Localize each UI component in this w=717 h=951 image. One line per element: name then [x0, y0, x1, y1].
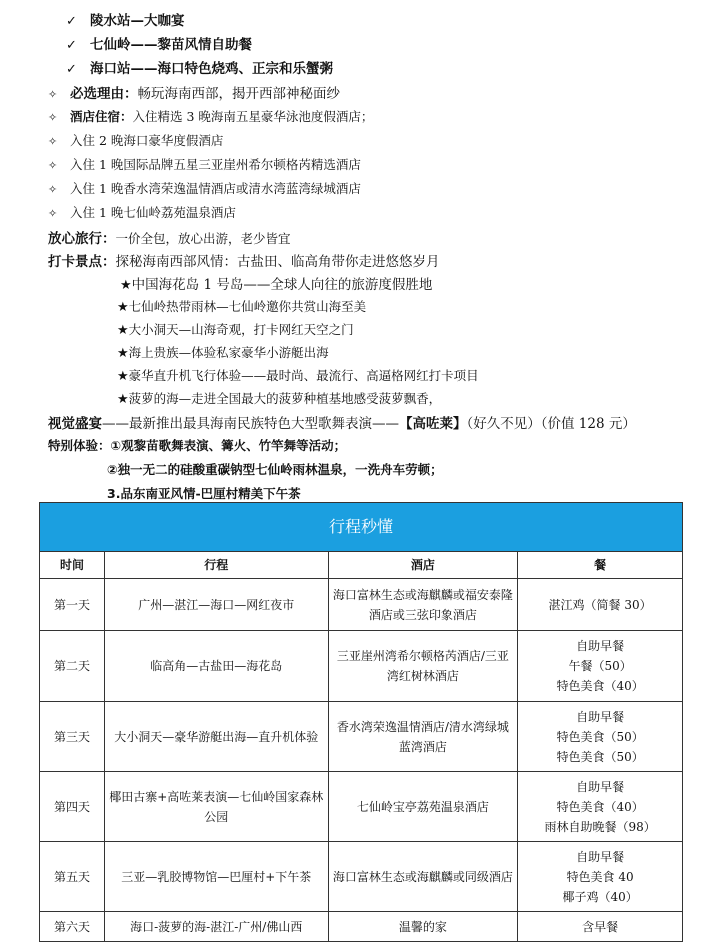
- checkmark-icon: ✓: [66, 38, 77, 53]
- column-header: 酒店: [328, 552, 518, 579]
- special-line-1: [48, 436, 346, 454]
- checkmark-icon: ✓: [66, 62, 77, 77]
- hotel-item-text: 入住 1 晚国际品牌五星三亚崖州希尔顿格芮精选酒店: [70, 157, 361, 172]
- hotel-cell: 三亚崖州湾希尔顿格芮酒店/三亚湾红树林酒店: [328, 631, 518, 702]
- table-row: [40, 912, 683, 942]
- meal-cell: [518, 631, 683, 702]
- day-cell: 第五天: [40, 842, 105, 912]
- must-go-text: 畅玩海南西部，揭开西部神秘面纱: [137, 86, 340, 102]
- day-cell: 第四天: [40, 772, 105, 842]
- spot-item-text: 豪华直升机飞行体验——最时尚、最流行、高逼格网红打卡项目: [128, 368, 479, 383]
- spots-text: 探秘海南西部风情：古盐田、临高角带你走进悠悠岁月: [115, 254, 440, 270]
- hotel-cell: 香水湾荣逸温情酒店/清水湾绿城蓝湾酒店: [328, 702, 518, 772]
- special-item: ②独一无二的硅酸重碳钠型七仙岭雨林温泉，一洗舟车劳顿；: [107, 462, 443, 477]
- star-icon: ★: [120, 278, 132, 293]
- table-header-row: [40, 552, 683, 579]
- diamond-icon: ✧: [48, 207, 58, 220]
- table-row: [40, 842, 683, 912]
- meal-item: 椰子鸡（40）: [562, 889, 638, 904]
- spot-item: [120, 273, 432, 293]
- meal-item: 自助早餐: [576, 849, 625, 864]
- spot-item: [117, 389, 441, 407]
- diamond-icon: ✧: [48, 135, 58, 148]
- station-line-3: [66, 57, 333, 77]
- meal-item: 湛江鸡（简餐 30）: [548, 597, 652, 612]
- hotel-cell: 海口富林生态或海麒麟或福安泰隆酒店或三弦印象酒店: [328, 579, 518, 631]
- itinerary-table: [39, 502, 683, 942]
- route-cell: 大小洞天—豪华游艇出海—直升机体验: [104, 702, 328, 772]
- meal-item: 自助早餐: [576, 639, 625, 653]
- visual-feast-label: 视觉盛宴: [48, 416, 102, 432]
- meal-item: 特色美食 40: [566, 869, 634, 884]
- meal-item: 特色美食（40）: [556, 679, 644, 693]
- assured-text: 一价全包，放心出游，老少皆宜: [115, 231, 291, 246]
- meal-item: 自助早餐: [576, 709, 625, 724]
- spot-item-text: 大小洞天—山海奇观，打卡网红天空之门: [128, 322, 354, 337]
- assured-label: 放心旅行：: [48, 231, 116, 247]
- hotel-cell: 温馨的家: [328, 912, 518, 942]
- route-cell: 广州—湛江—海口—网红夜市: [104, 579, 328, 631]
- meal-cell: [518, 579, 683, 631]
- hotel-cell: 七仙岭宝亭荔苑温泉酒店: [328, 772, 518, 842]
- special-item: 3.品东南亚风情-巴厘村精美下午茶: [107, 486, 301, 501]
- route-cell: 椰田古寨+高咗莱表演—七仙岭国家森林公园: [104, 772, 328, 842]
- table-row: [40, 702, 683, 772]
- hotel-item-text: 入住 2 晚海口豪华度假酒店: [70, 133, 224, 148]
- hotel-text: 入住精选 3 晚海南五星豪华泳池度假酒店；: [132, 109, 374, 124]
- spots-line: [48, 250, 440, 270]
- visual-feast-line: [48, 412, 636, 432]
- special-label: 特别体验：: [48, 438, 111, 453]
- hotel-label: 酒店住宿：: [70, 109, 133, 124]
- hotel-item: [48, 131, 223, 149]
- checkmark-icon: ✓: [66, 14, 77, 29]
- hotel-item-text: 入住 1 晚七仙岭荔苑温泉酒店: [70, 205, 236, 220]
- hotel-item-text: 入住 1 晚香水湾荣逸温情酒店或清水湾蓝湾绿城酒店: [70, 181, 361, 196]
- station-text: 七仙岭——黎苗风情自助餐: [90, 37, 252, 53]
- station-text: 陵水站—大咖宴: [90, 13, 185, 29]
- diamond-icon: ✧: [48, 111, 58, 124]
- column-header: 餐: [518, 552, 683, 579]
- meal-cell: [518, 772, 683, 842]
- spots-label: 打卡景点：: [48, 254, 116, 270]
- must-go-line: [48, 82, 340, 102]
- star-icon: ★: [117, 392, 129, 407]
- station-line-2: [66, 33, 252, 53]
- spot-item: [117, 320, 354, 338]
- route-cell: 临高角—古盐田—海花岛: [104, 631, 328, 702]
- meal-item: 特色美食（50）: [556, 729, 644, 744]
- diamond-icon: ✧: [48, 183, 58, 196]
- spot-item: [117, 343, 329, 361]
- route-cell: 海口-菠萝的海-湛江-广州/佛山西: [104, 912, 328, 942]
- hotel-cell: 海口富林生态或海麒麟或同级酒店: [328, 842, 518, 912]
- assured-line: [48, 227, 291, 247]
- must-go-label: 必选理由：: [70, 86, 138, 102]
- spot-item-text: 七仙岭热带雨林—七仙岭邀你共赏山海至美: [128, 299, 367, 314]
- hotel-item: [48, 203, 236, 221]
- visual-feast-note: （好久不见）（价值 128 元）: [466, 416, 636, 432]
- star-icon: ★: [117, 369, 129, 384]
- day-cell: 第一天: [40, 579, 105, 631]
- meal-item: 特色美食（50）: [556, 749, 644, 764]
- meal-item: 午餐（50）: [568, 659, 632, 673]
- route-cell: 三亚—乳胶博物馆—巴厘村+下午茶: [104, 842, 328, 912]
- meal-item: 含早餐: [582, 919, 619, 934]
- spot-item: [117, 366, 479, 384]
- star-icon: ★: [117, 323, 129, 338]
- visual-feast-text: ——最新推出最具海南民族特色大型歌舞表演——: [102, 416, 399, 432]
- meal-item: 特色美食（40）: [556, 799, 644, 814]
- table-row: [40, 772, 683, 842]
- hotel-item: [48, 179, 361, 197]
- table-title: 行程秒懂: [40, 503, 683, 552]
- meal-cell: [518, 842, 683, 912]
- station-text: 海口站——海口特色烧鸡、正宗和乐蟹粥: [90, 61, 333, 77]
- meal-item: 雨林自助晚餐（98）: [544, 819, 656, 834]
- special-item: ①观黎苗歌舞表演、篝火、竹竿舞等活动；: [110, 438, 347, 453]
- diamond-icon: ✧: [48, 159, 58, 172]
- diamond-icon: ✧: [48, 88, 58, 101]
- star-icon: ★: [117, 346, 129, 361]
- spot-item-text: 菠萝的海—走进全国最大的菠萝种植基地感受菠萝飘香，: [128, 391, 442, 406]
- hotel-line: [48, 107, 373, 125]
- meal-cell: [518, 702, 683, 772]
- meal-cell: [518, 912, 683, 942]
- day-cell: 第三天: [40, 702, 105, 772]
- day-cell: 第二天: [40, 631, 105, 702]
- spot-item-text: 海上贵族—体验私家豪华小游艇出海: [128, 345, 329, 360]
- meal-item: 自助早餐: [576, 779, 625, 794]
- hotel-item: [48, 155, 361, 173]
- show-name: 【高咗莱】: [399, 416, 467, 432]
- station-line-1: [66, 9, 185, 29]
- star-icon: ★: [117, 300, 129, 315]
- spot-item-text: 中国海花岛 1 号岛——全球人向往的旅游度假胜地: [131, 277, 433, 293]
- table-row: [40, 579, 683, 631]
- table-row: [40, 631, 683, 702]
- column-header: 时间: [40, 552, 105, 579]
- day-cell: 第六天: [40, 912, 105, 942]
- spot-item: [117, 297, 366, 315]
- column-header: 行程: [104, 552, 328, 579]
